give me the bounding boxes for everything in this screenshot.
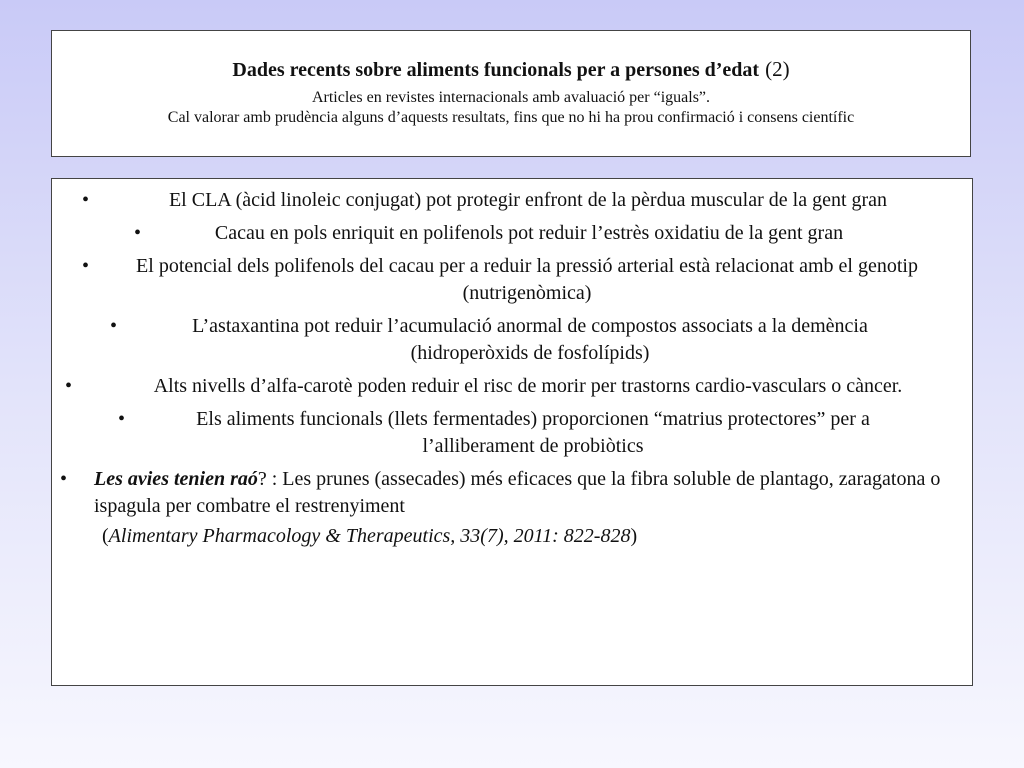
bullet-icon: • [82, 255, 90, 277]
citation [102, 523, 637, 550]
list-item-text: El potencial dels polifenols del cacau per a reduir la pressió arterial està relacionat amb el genotip (nutrigenòmica) [136, 255, 918, 304]
list-item [60, 466, 960, 520]
list-item-text: El CLA (àcid linoleic conjugat) pot protegir enfront de la pèrdua muscular de la gent gran [168, 189, 888, 211]
list-item [110, 313, 920, 367]
bullet-icon: • [118, 408, 126, 430]
slide-title-box [51, 30, 971, 157]
bullet-icon: • [65, 375, 73, 397]
list-item-rest: ? : Les prunes (assecades) més eficaces que la fibra soluble de plantago, zaragatona o ispagula per combatre el restrenyiment [94, 468, 941, 517]
list-item-text: Alts nivells d’alfa-carotè poden reduir el risc de morir per trastorns cardio-vasculars o càncer. [153, 375, 903, 397]
slide-title [52, 57, 970, 82]
list-item-emphasis: Les avies tenien raó [94, 468, 258, 490]
bullet-icon: • [110, 315, 118, 337]
content-box [51, 178, 973, 686]
slide-number: (2) [765, 57, 790, 81]
list-item [82, 253, 944, 307]
list-item [65, 373, 965, 400]
citation-text: Alimentary Pharmacology & Therapeutics, 33(7), 2011: 822-828 [108, 525, 631, 547]
citation-close: ) [630, 525, 638, 547]
list-item [118, 406, 918, 460]
bullet-icon: • [60, 468, 68, 490]
list-item [82, 187, 944, 214]
bullet-icon: • [82, 189, 90, 211]
citation-open: ( [102, 525, 109, 547]
list-item-text [94, 466, 960, 520]
slide-subtitle-2: Cal valorar amb prudència alguns d’aquests resultats, fins que no hi ha prou confirmació i consens científic [167, 109, 855, 126]
slide-subtitle-1: Articles en revistes internacionals amb avaluació per “iguals”. [311, 89, 711, 106]
slide-title-text: Dades recents sobre aliments funcionals per a persones d’edat [232, 59, 760, 81]
list-item [134, 220, 894, 247]
list-item-text: L’astaxantina pot reduir l’acumulació anormal de compostos associats a la demència (hidroperòxids de fosfolípids) [192, 315, 868, 364]
list-item-text: Els aliments funcionals (llets fermentades) proporcionen “matrius protectores” per a l’alliberament de probiòtics [196, 408, 870, 457]
list-item-text: Cacau en pols enriquit en polifenols pot reduir l’estrès oxidatiu de la gent gran [214, 222, 844, 244]
bullet-icon: • [134, 222, 142, 244]
